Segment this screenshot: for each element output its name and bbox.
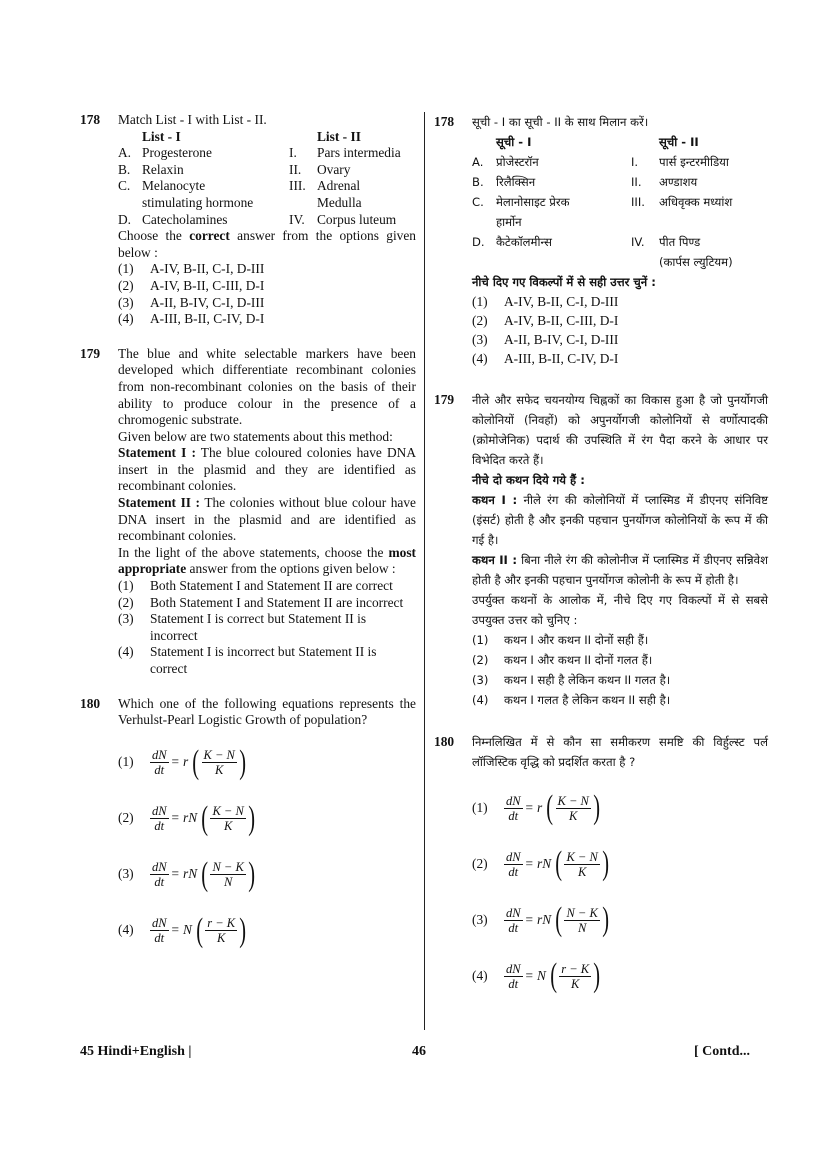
match-row: A. प्रोजेस्टरॉन I. पार्स इन्टरमीडिया — [472, 155, 729, 169]
question-178-hi — [434, 112, 768, 368]
match-rows — [472, 152, 768, 272]
right-column — [434, 112, 768, 1004]
answer-option-1[interactable]: (1) A-IV, B-II, C-I, D-III — [472, 294, 619, 309]
equation-options — [472, 780, 768, 1004]
question-prompt: सूची - I का सूची - II के साथ मिलान करें। — [472, 115, 649, 129]
answer-option-1[interactable]: (1) कथन I और कथन II दोनों सही हैं। — [472, 633, 649, 647]
answer-option-1[interactable]: (1) A-IV, B-II, C-I, D-III — [118, 261, 265, 277]
question-180-en — [80, 696, 416, 959]
question-number: 180 — [434, 734, 455, 749]
match-rows — [118, 145, 416, 228]
answer-option-4[interactable]: (4) A-III, B-II, C-IV, D-I — [472, 351, 619, 366]
question-number: 179 — [80, 345, 101, 361]
list-header — [472, 132, 768, 152]
list-header — [118, 129, 416, 146]
question-intro: नीले और सफेद चयनयोग्य चिह्नकों का विकास हुआ है जो पुनर्योगजी कोलोनियों (निवहों) को अपुनर्योगजी कोलोनियों से वर्णोत्पादकी (क्रोमोजेनिक) पदार्थ की उपस्थिति में रंग पैदा करने के आधार पर विभेदित करते हैं। — [472, 393, 768, 467]
ratio: $\frac{K - N}{K}$ — [557, 793, 589, 823]
match-row: D. Catecholamines IV. Corpus luteum — [118, 211, 397, 227]
answer-option-2[interactable]: (2) A-IV, B-II, C-III, D-I — [472, 313, 619, 328]
question-number: 178 — [80, 112, 101, 127]
derivative: $\frac{dN}{dt}$ — [506, 849, 521, 879]
match-row: B. Relaxin II. Ovary — [118, 161, 351, 177]
answer-option-2[interactable]: (2) $\frac{dN}{dt}$ = rN ( $\frac{K - N}{K}$ ) — [118, 799, 255, 837]
match-row: stimulating hormone Medulla — [142, 194, 362, 210]
ratio: $\frac{N - K}{N}$ — [566, 905, 598, 935]
left-column — [80, 112, 416, 959]
answer-option-4[interactable]: (4) कथन I गलत है लेकिन कथन II सही है। — [472, 693, 671, 707]
derivative: $\frac{dN}{dt}$ — [506, 905, 521, 935]
answer-option-4[interactable]: (4) $\frac{dN}{dt}$ = N ( $\frac{r - K}{K}$ ) — [472, 957, 601, 994]
question-given: नीचे दो कथन दिये गये हैं : — [472, 473, 585, 487]
statement-2: कथन II : बिना नीले रंग की कोलोनीज में प्लास्मिड में डीएनए सन्निवेश होती है और इनकी पहचान पुनर्योगज कोलोनी के रूप में होती है। — [472, 553, 768, 587]
match-row: हार्मोन — [496, 215, 522, 229]
question-179-hi — [434, 390, 768, 710]
answer-option-3[interactable]: (3) Statement I is correct but Statement II is incorrect — [118, 611, 367, 643]
answer-option-3[interactable]: (3) कथन I सही है लेकिन कथन II गलत है। — [472, 673, 671, 687]
derivative: $\frac{dN}{dt}$ — [152, 748, 167, 778]
match-row: (कार्पस ल्युटियम) — [659, 255, 733, 269]
ratio: $\frac{r - K}{K}$ — [207, 916, 236, 946]
answer-option-2[interactable]: (2) $\frac{dN}{dt}$ = rN ( $\frac{K - N}{K}$ ) — [472, 845, 609, 882]
answer-option-3[interactable]: (3) A-II, B-IV, C-I, D-III — [118, 294, 265, 310]
question-prompt: Which one of the following equations represents the Verhulst-Pearl Logistic Growth of population? — [118, 695, 416, 728]
answer-option-1[interactable]: (1) $\frac{dN}{dt}$ = r ( $\frac{K - N}{K}$ ) — [118, 743, 246, 781]
question-180-hi — [434, 732, 768, 1004]
question-179-en — [80, 346, 416, 678]
question-prompt: Match List - I with List - II. — [118, 112, 267, 127]
answer-option-4[interactable]: (4) Statement I is incorrect but Statement II is correct — [118, 644, 377, 676]
answer-option-3[interactable]: (3) $\frac{dN}{dt}$ = rN ( $\frac{N - K}{N}$ ) — [472, 901, 609, 938]
ratio: $\frac{K - N}{K}$ — [566, 849, 598, 879]
derivative: $\frac{dN}{dt}$ — [152, 804, 167, 834]
answer-option-4[interactable]: (4) $\frac{dN}{dt}$ = N ( $\frac{r - K}{K}$ ) — [118, 911, 247, 949]
question-number: 179 — [434, 392, 455, 407]
ratio: $\frac{N - K}{N}$ — [212, 860, 244, 890]
match-row: B. रिलैक्सिन II. अण्डाशय — [472, 175, 698, 189]
answer-option-4[interactable]: (4) A-III, B-II, C-IV, D-I — [118, 311, 265, 327]
statement-2: Statement II : The colonies without blue colour have DNA insert in the plasmid and are identified as recombinant colonies. — [118, 495, 416, 544]
instruction: उपर्युक्त कथनों के आलोक में, नीचे दिए गए विकल्पों में से सबसे उपयुक्त उत्तर को चुनिए : — [472, 593, 768, 627]
question-prompt: निम्नलिखित में से कौन सा समीकरण समष्टि की विर्हुल्स्ट पर्ल लॉजिस्टिक वृद्धि को प्रदर्शित करता है ? — [472, 735, 768, 769]
match-row: C. मेलानोसाइट प्रेरक III. अधिवृक्क मध्यांश — [472, 195, 733, 209]
match-row: C. Melanocyte III. Adrenal — [118, 178, 361, 194]
question-intro: The blue and white selectable markers have been developed which differentiate recombinant colonies from non-recombinant colonies on the basis of their ability to produce colour in the presence of a chromogenic substrate. — [118, 345, 416, 428]
statement-1: Statement I : The blue coloured colonies have DNA insert in the plasmid and they are identified as recombinant colonies. — [118, 445, 417, 494]
question-178-en — [80, 112, 416, 328]
answer-option-3[interactable]: (3) A-II, B-IV, C-I, D-III — [472, 332, 619, 347]
question-number: 180 — [80, 695, 101, 711]
question-given: Given below are two statements about this method: — [118, 428, 393, 444]
statement-1: कथन I : नीले रंग की कोलोनियों में प्लास्मिड में डीएनए संनिविष्ट (इंसर्ट) होती है और इनकी पहचान पुनर्योगज कोलोनियों के रूप में की गई है। — [472, 493, 768, 547]
answer-option-2[interactable]: (2) A-IV, B-II, C-III, D-I — [118, 277, 265, 293]
derivative: $\frac{dN}{dt}$ — [152, 860, 167, 890]
list-1-heading: List - I — [142, 128, 181, 144]
derivative: $\frac{dN}{dt}$ — [152, 916, 167, 946]
instruction: In the light of the above statements, choose the most appropriate answer from the options given below : — [118, 544, 416, 577]
answer-option-2[interactable]: (2) कथन I और कथन II दोनों गलत हैं। — [472, 653, 653, 667]
footer-booklet-code: 45 Hindi+English | — [80, 1044, 192, 1059]
list-1-heading: सूची - I — [496, 135, 532, 149]
instruction: Choose the correct answer from the options given below : — [118, 228, 416, 260]
ratio: $\frac{K - N}{K}$ — [212, 804, 244, 834]
answer-option-1[interactable]: (1) $\frac{dN}{dt}$ = r ( $\frac{K - N}{K}$ ) — [472, 789, 600, 826]
question-number: 178 — [434, 114, 455, 129]
match-row: D. कैटेकॉलमीन्स IV. पीत पिण्ड — [472, 235, 701, 249]
answer-option-2[interactable]: (2) Both Statement I and Statement II are incorrect — [118, 594, 404, 610]
equation-options — [118, 735, 416, 959]
answer-option-3[interactable]: (3) $\frac{dN}{dt}$ = rN ( $\frac{N - K}{N}$ ) — [118, 855, 255, 893]
answer-option-1[interactable]: (1) Both Statement I and Statement II are correct — [118, 578, 393, 594]
list-2-heading: List - II — [317, 128, 361, 144]
instruction: नीचे दिए गए विकल्पों में से सही उत्तर चुनें : — [472, 275, 656, 289]
derivative: $\frac{dN}{dt}$ — [506, 961, 521, 991]
footer-continued: [ Contd... — [694, 1044, 751, 1059]
match-row: A. Progesterone I. Pars intermedia — [118, 145, 401, 161]
list-2-heading: सूची - II — [659, 135, 699, 149]
column-divider — [424, 112, 425, 1030]
ratio: $\frac{K - N}{K}$ — [203, 748, 235, 778]
footer-page-number: 46 — [412, 1044, 426, 1059]
derivative: $\frac{dN}{dt}$ — [506, 793, 521, 823]
ratio: $\frac{r - K}{K}$ — [561, 961, 590, 991]
